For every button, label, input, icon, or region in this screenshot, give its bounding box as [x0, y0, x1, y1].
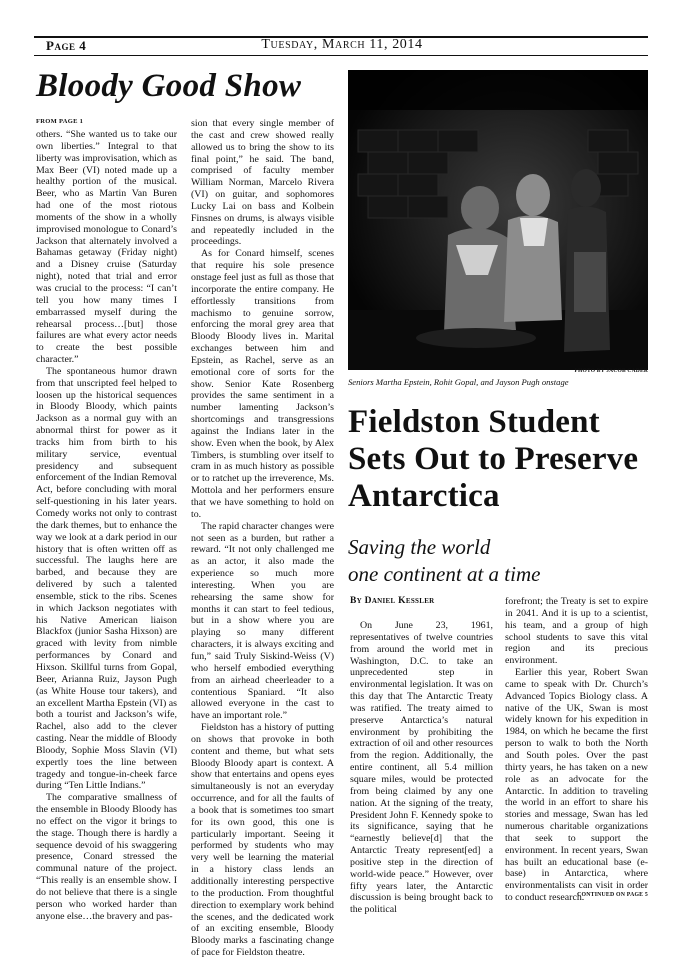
photo-credit: PHOTO BY JACOB CADER — [574, 368, 648, 374]
article-paragraph: On June 23, 1961, representatives of twelve countries from around the world met in Washington, D.C. to take an unprecedented step in environmental legislation. It was on this day that The Antarctic Treaty was ratified. The treaty aimed to preserve Antarctica’s natural environment by prohibiting the extraction of oil and other resources from the region. Additionally, the entire continent, all 5.4 million square miles, would be protected from being claimed by any one nation. At the signing of the treaty, President John F. Kennedy spoke to its significance, saying that he “earnestly believe[d] that the Antarctic Treaty represent[ed] a positive step in the direction of world-wide peace.” However, over fifty years later, the Antarctic discussion is being brought back to the political — [350, 620, 493, 916]
article-paragraph: Fieldston has a history of putting on shows that provoke in both content and theme, but what sets Bloody Bloody apart is context. A show that entertains and opens eyes simultaneously is not an everyday occurrence, and for all the faults of a book that is sometimes too smart for its own good, this one is particularly important. Seeing it performed by students who may very well be learning the material in a history class lends an additionally interesting perspective to the production. From thoughtful direction to exemplary work behind the scenes, and the dedicated work of an exciting ensemble, Bloody Bloody marks a fascinating change of pace for Fieldston theatre. — [191, 722, 334, 959]
left-article-column-2 — [191, 118, 334, 959]
stage-photo — [348, 70, 648, 370]
subhead-line-1: Saving the world — [348, 535, 491, 559]
right-article-subhead — [348, 534, 648, 588]
article-paragraph: As for Conard himself, scenes that require his sole presence onstage feel just as full as those that incorporate the entire company. He effortlessly transitions from machismo to genuine sorrow, enforcing the moral grey area that Bloody Bloody lives in. Marital exchanges between him and Epstein, as Rachel, serve as an emotional core of sorts for the show. Senior Kate Rosenberg provides the same sentiment in a number lamenting Jackson’s shortcomings and transgressions against the Indians later in the show. Even when the book, by Alex Timbers, is stumbling over itself to cram in as much history as possible or to ratchet up the irreverence, Ms. Mottola and her performers ensure that we have something to hold on to. — [191, 248, 334, 520]
article-paragraph: sion that every single member of the cast and crew showed really allowed us to bring the show to its final point,” he said. The band, comprised of faculty member William Norman, Marcelo Rivera (VI) on guitar, and sophomores Lucky Lai on bass and Kolbein Finsnes on drums, is always visible and repeatedly included in the proceedings. — [191, 118, 334, 248]
article-paragraph: others. “She wanted us to take our own liberties.” Integral to that liberty was improvisation, which as Max Beer (VI) noted made up a healthy portion of the musical. Beer, who as Martin Van Buren had one of the most riotous moments of the show in a wholly improvised monologue to Conard’s Jackson that alternately involved a Bahamas getaway (Friday night) and a Disney cruise (Saturday night), noted that trial and error was crucial to the process: “I can’t tell you how many times I embarrassed myself during the rehearsal process…[but] those failures are what every actor needs to create the best possible character.” — [36, 129, 177, 366]
from-page-label: FROM PAGE 1 — [36, 118, 84, 125]
page-number: Page 4 — [46, 38, 87, 53]
article-paragraph: The spontaneous humor drawn from that unscripted feel helped to loosen up the historical sequences in Bloody Bloody, which paints Jackson as a normal guy with an abnormal thirst for power as it tracks him from birth to his military service, eventual presidency and subsequent enforcement of the Indian Removal Act, before concluding with moral self-questioning in his later years. Comedy works not only to contrast the dark themes, but to enhance the way we look at a dark period in our history that is often written off as successful. The laughs here are barbed, and because they are delivered by such a talented ensemble, stick to the ribs. Scenes in which Jackson negotiates with his Native American liaison Blackfox (junior Sasha Hixson) are graced with levity from nimble performances by Conard and Hixson. Skillful turns from Gopal, Beer, Arianna Ruiz, Jayson Pugh (as White House tour takers), and an excellent Martha Epstein (VI) as both a tourist and Jackson’s wife, Rachel, also add to the clever casting. Near the middle of Bloody Bloody, Sophie Moss Slavin (VI) expertly toes the line between tragedy and tongue-in-cheek farce during “Ten Little Indians.” — [36, 365, 177, 792]
article-paragraph: The rapid character changes were not seen as a burden, but rather a reward. “It not only challenged me as an actor, it also made the experience so much more interesting. When you are rehearsing the same show for months it can start to feel tedious, but in a show where you are playing so many different characters, it is always exciting and fun,” said Truly Siskind-Weiss (V) who herself embodied everything from an airhead cheerleader to a contentious Spaniard. “It also allowed everyone in the cast to have an important role.” — [191, 520, 334, 722]
right-article-column-1 — [350, 620, 493, 916]
stage-photo-image — [348, 70, 648, 370]
subhead-line-2: one continent at a time — [348, 562, 541, 586]
left-article-column-1 — [36, 129, 177, 923]
byline: By Daniel Kessler — [350, 596, 435, 606]
header-bottom-rule — [34, 55, 648, 56]
right-article-headline: Fieldston Student Sets Out to Preserve Antarctica — [348, 404, 639, 514]
right-article-column-2 — [505, 596, 648, 904]
issue-date: Tuesday, March 11, 2014 — [261, 37, 423, 52]
left-article-headline: Bloody Good Show — [36, 68, 302, 104]
article-paragraph: Earlier this year, Robert Swan came to speak with Dr. Church’s Advanced Topics Biology class. A native of the UK, Swan is most widely known for his expedition in 1984, on which he became the first person to walk to both the North and South poles. Over the past thirty years, he has taken on a new role as an advocate for the Antarctic. In addition to traveling the world in an effort to share his stories and message, Swan has led numerous charitable organizations that seek to support the environment. In recent years, Swan has built an educational base (e-base) in Antarctica, where environmentalists can visit in order to conduct research. — [505, 667, 648, 904]
photo-caption: Seniors Martha Epstein, Rohit Gopal, and Jayson Pugh onstage — [348, 377, 569, 387]
article-paragraph: The comparative smallness of the ensemble in Bloody Bloody has no effect on the vigor it brings to the stage. Though there is hardly a sequence devoid of his swaggering presence, Conard stressed the communal nature of the project. “This really is an ensemble show. I do not believe that there is a single person who worked harder than anyone else…the bravery and pas- — [36, 792, 177, 922]
continued-on-label: CONTINUED ON PAGE 5 — [577, 892, 648, 898]
article-paragraph: forefront; the Treaty is set to expire in 2041. And it is up to a scientist, his team, and a group of high school students to save this vital region and its precious environment. — [505, 596, 648, 667]
